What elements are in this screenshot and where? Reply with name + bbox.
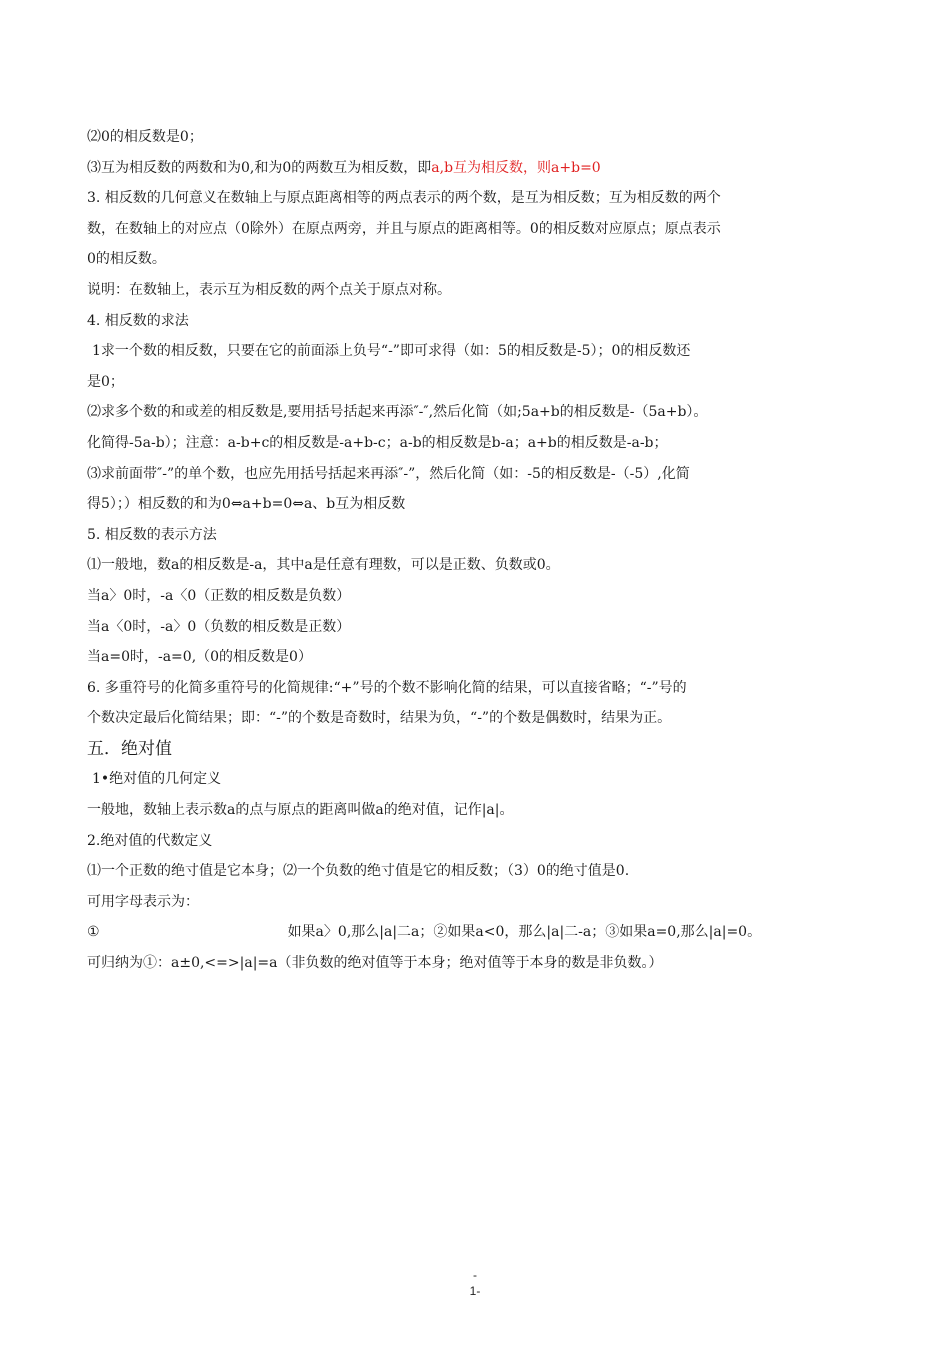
text-line: 当a〈0时，-a〉0（负数的相反数是正数） bbox=[87, 618, 351, 635]
text-line: 说明：在数轴上，表示互为相反数的两个点关于原点对称。 bbox=[87, 281, 451, 298]
text-line bbox=[87, 153, 867, 184]
text-line: ⑴一般地，数a的相反数是-a，其中a是任意有理数，可以是正数、负数或0。 bbox=[87, 557, 560, 574]
footer-dash: - bbox=[473, 1268, 477, 1282]
text-line: 3. 相反数的几何意义在数轴上与原点距离相等的两点表示的两个数，是互为相反数；互为相反数的两个 bbox=[87, 190, 721, 207]
text-line: 个数决定最后化简结果；即：“-”的个数是奇数时，结果为负，“-”的个数是偶数时，结果为正。 bbox=[87, 710, 672, 727]
text-line: 1•绝对值的几何定义 bbox=[92, 771, 222, 788]
text-line: 得5）；）相反数的和为0⇔a+b=0⇔a、b互为相反数 bbox=[87, 496, 406, 513]
text-line: 化简得-5a-b）；注意：a-b+c的相反数是-a+b-c；a-b的相反数是b-a；a+b的相反数是-a-b； bbox=[87, 434, 668, 451]
text-line: 1求一个数的相反数，只要在它的前面添上负号“-”即可求得（如：5的相反数是-5）；0的相反数还 bbox=[92, 343, 691, 360]
text-line: 6. 多重符号的化简多重符号的化简规律:“+”号的个数不影响化简的结果，可以直接省略；“-”号的 bbox=[87, 679, 687, 696]
text-line: ⑶求前面带″-”的单个数，也应先用括号括起来再添″-”，然后化简（如：-5的相反数是-（-5）,化简 bbox=[87, 465, 690, 482]
highlighted-text: a,b互为相反数，则a+b=0 bbox=[431, 159, 601, 176]
cases-text: 如果a〉0,那么|a|二a；②如果a<0，那么|a|二-a；③如果a=0,那么|a|=0。 bbox=[287, 924, 762, 941]
text-line: 当a〉0时，-a〈0（正数的相反数是负数） bbox=[87, 587, 351, 604]
text-line: 数，在数轴上的对应点（0除外）在原点两旁，并且与原点的距离相等。0的相反数对应原点；原点表示 bbox=[87, 220, 721, 237]
text-line: 2.绝对值的代数定义 bbox=[87, 832, 213, 849]
text-line: 5. 相反数的表示方法 bbox=[87, 526, 217, 543]
text-line: ⑵求多个数的和或差的相反数是,要用括号括起来再添″-″,然后化简（如;5a+b的相反数是-（5a+b）。 bbox=[87, 404, 708, 421]
circled-number: ① bbox=[87, 924, 100, 941]
text-line: 是0； bbox=[87, 373, 124, 390]
text-line: 可用字母表示为： bbox=[87, 893, 199, 910]
page-number: 1- bbox=[469, 1284, 481, 1298]
text-line bbox=[87, 917, 867, 948]
document-body bbox=[87, 122, 867, 979]
text-line: 可归纳为①：a±0,<=>|a|=a（非负数的绝对值等于本身；绝对值等于本身的数是非负数。） bbox=[87, 955, 663, 972]
text-line: ⑴一个正数的绝寸值是它本身；⑵一个负数的绝寸值是它的相反数；（3）0的绝寸值是0. bbox=[87, 863, 630, 880]
text-line: 一般地，数轴上表示数a的点与原点的距离叫做a的绝对值，记作|a|。 bbox=[87, 802, 514, 819]
text-line: ⑵0的相反数是0； bbox=[87, 129, 203, 145]
section-heading: 五．绝对值 bbox=[87, 738, 172, 759]
text-line: 4. 相反数的求法 bbox=[87, 312, 189, 329]
text-line: 0的相反数。 bbox=[87, 251, 166, 268]
text-line: 当a=0时，-a=0,（0的相反数是0） bbox=[87, 649, 312, 666]
text-span: ⑶互为相反数的两数和为0,和为0的两数互为相反数，即 bbox=[87, 159, 432, 176]
